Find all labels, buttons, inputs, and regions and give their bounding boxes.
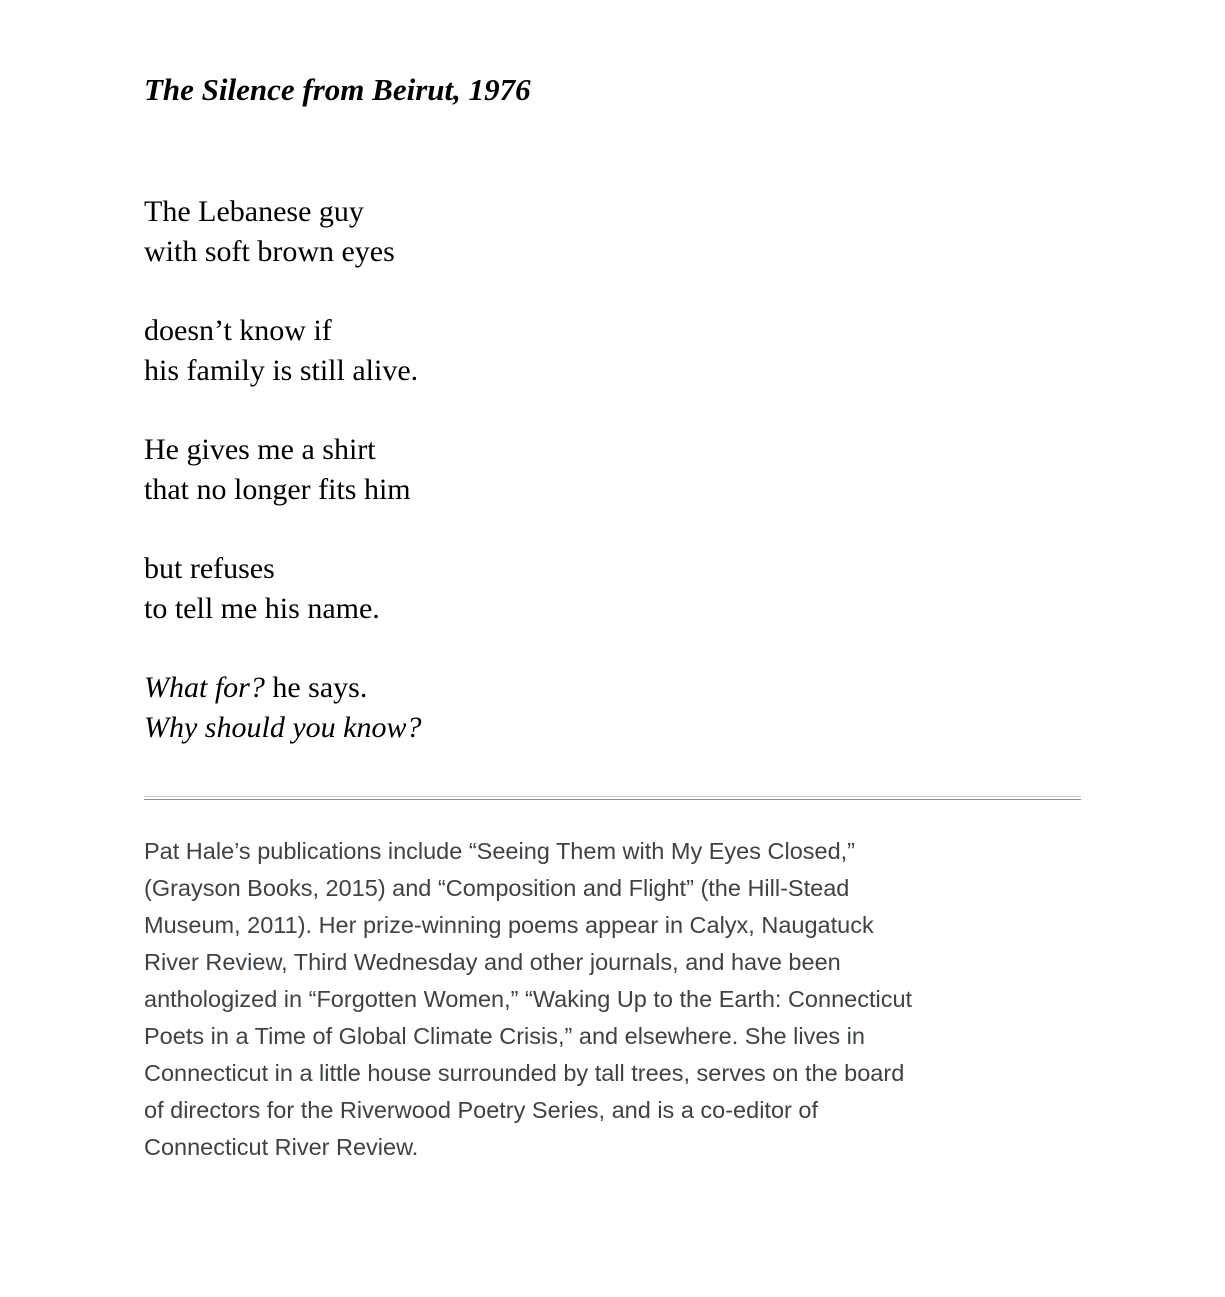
bio-line: anthologized in “Forgotten Women,” “Waking Up to the Earth: Connecticut <box>144 986 913 1012</box>
poem-stanza-4 <box>144 549 1085 629</box>
poem-line <box>144 549 1085 589</box>
bio-line: River Review, Third Wednesday and other journals, and have been <box>144 949 841 975</box>
poem-line-segment: his family is still alive. <box>144 354 419 387</box>
poem-body <box>144 192 1085 748</box>
poem-title: The Silence from Beirut, 1976 <box>144 72 531 107</box>
poem-line-segment-italic: What for? <box>144 671 265 704</box>
poem-line <box>144 232 1085 272</box>
bio-line: Connecticut in a little house surrounded by tall trees, serves on the board <box>144 1060 905 1086</box>
bio-line: Pat Hale’s publications include “Seeing Them with My Eyes Closed,” <box>144 838 856 864</box>
poem-line-segment: The Lebanese guy <box>144 195 364 228</box>
poem-stanza-2 <box>144 311 1085 391</box>
poem-stanza-3 <box>144 430 1085 510</box>
bio-line: Museum, 2011). Her prize-winning poems appear in Calyx, Naugatuck <box>144 912 874 938</box>
author-bio-paragraph <box>144 833 1085 1166</box>
bio-line: of directors for the Riverwood Poetry Series, and is a co-editor of <box>144 1097 818 1123</box>
poem-line-segment: that no longer fits him <box>144 473 411 506</box>
bio-line: Connecticut River Review. <box>144 1134 419 1160</box>
poem-line <box>144 351 1085 391</box>
poem-line-segment: doesn’t know if <box>144 314 332 347</box>
poem-line-segment: with soft brown eyes <box>144 235 395 268</box>
poem-stanza-1 <box>144 192 1085 272</box>
poem-line-segment: he says. <box>264 671 368 704</box>
poem-line <box>144 470 1085 510</box>
poem-line <box>144 311 1085 351</box>
bio-line: (Grayson Books, 2015) and “Composition and Flight” (the Hill-Stead <box>144 875 850 901</box>
bio-line: Poets in a Time of Global Climate Crisis,” and elsewhere. She lives in <box>144 1023 865 1049</box>
poem-line <box>144 708 1085 748</box>
poem-line <box>144 430 1085 470</box>
poem-line <box>144 589 1085 629</box>
section-divider <box>144 796 1081 800</box>
poem-line-segment-italic: Why should you know? <box>144 711 422 744</box>
poem-stanza-5 <box>144 668 1085 748</box>
poem-line-segment: to tell me his name. <box>144 592 380 625</box>
poem-line-segment: He gives me a shirt <box>144 433 376 466</box>
poem-line <box>144 192 1085 232</box>
poem-line-segment: but refuses <box>144 552 275 585</box>
poem-line <box>144 668 1085 708</box>
